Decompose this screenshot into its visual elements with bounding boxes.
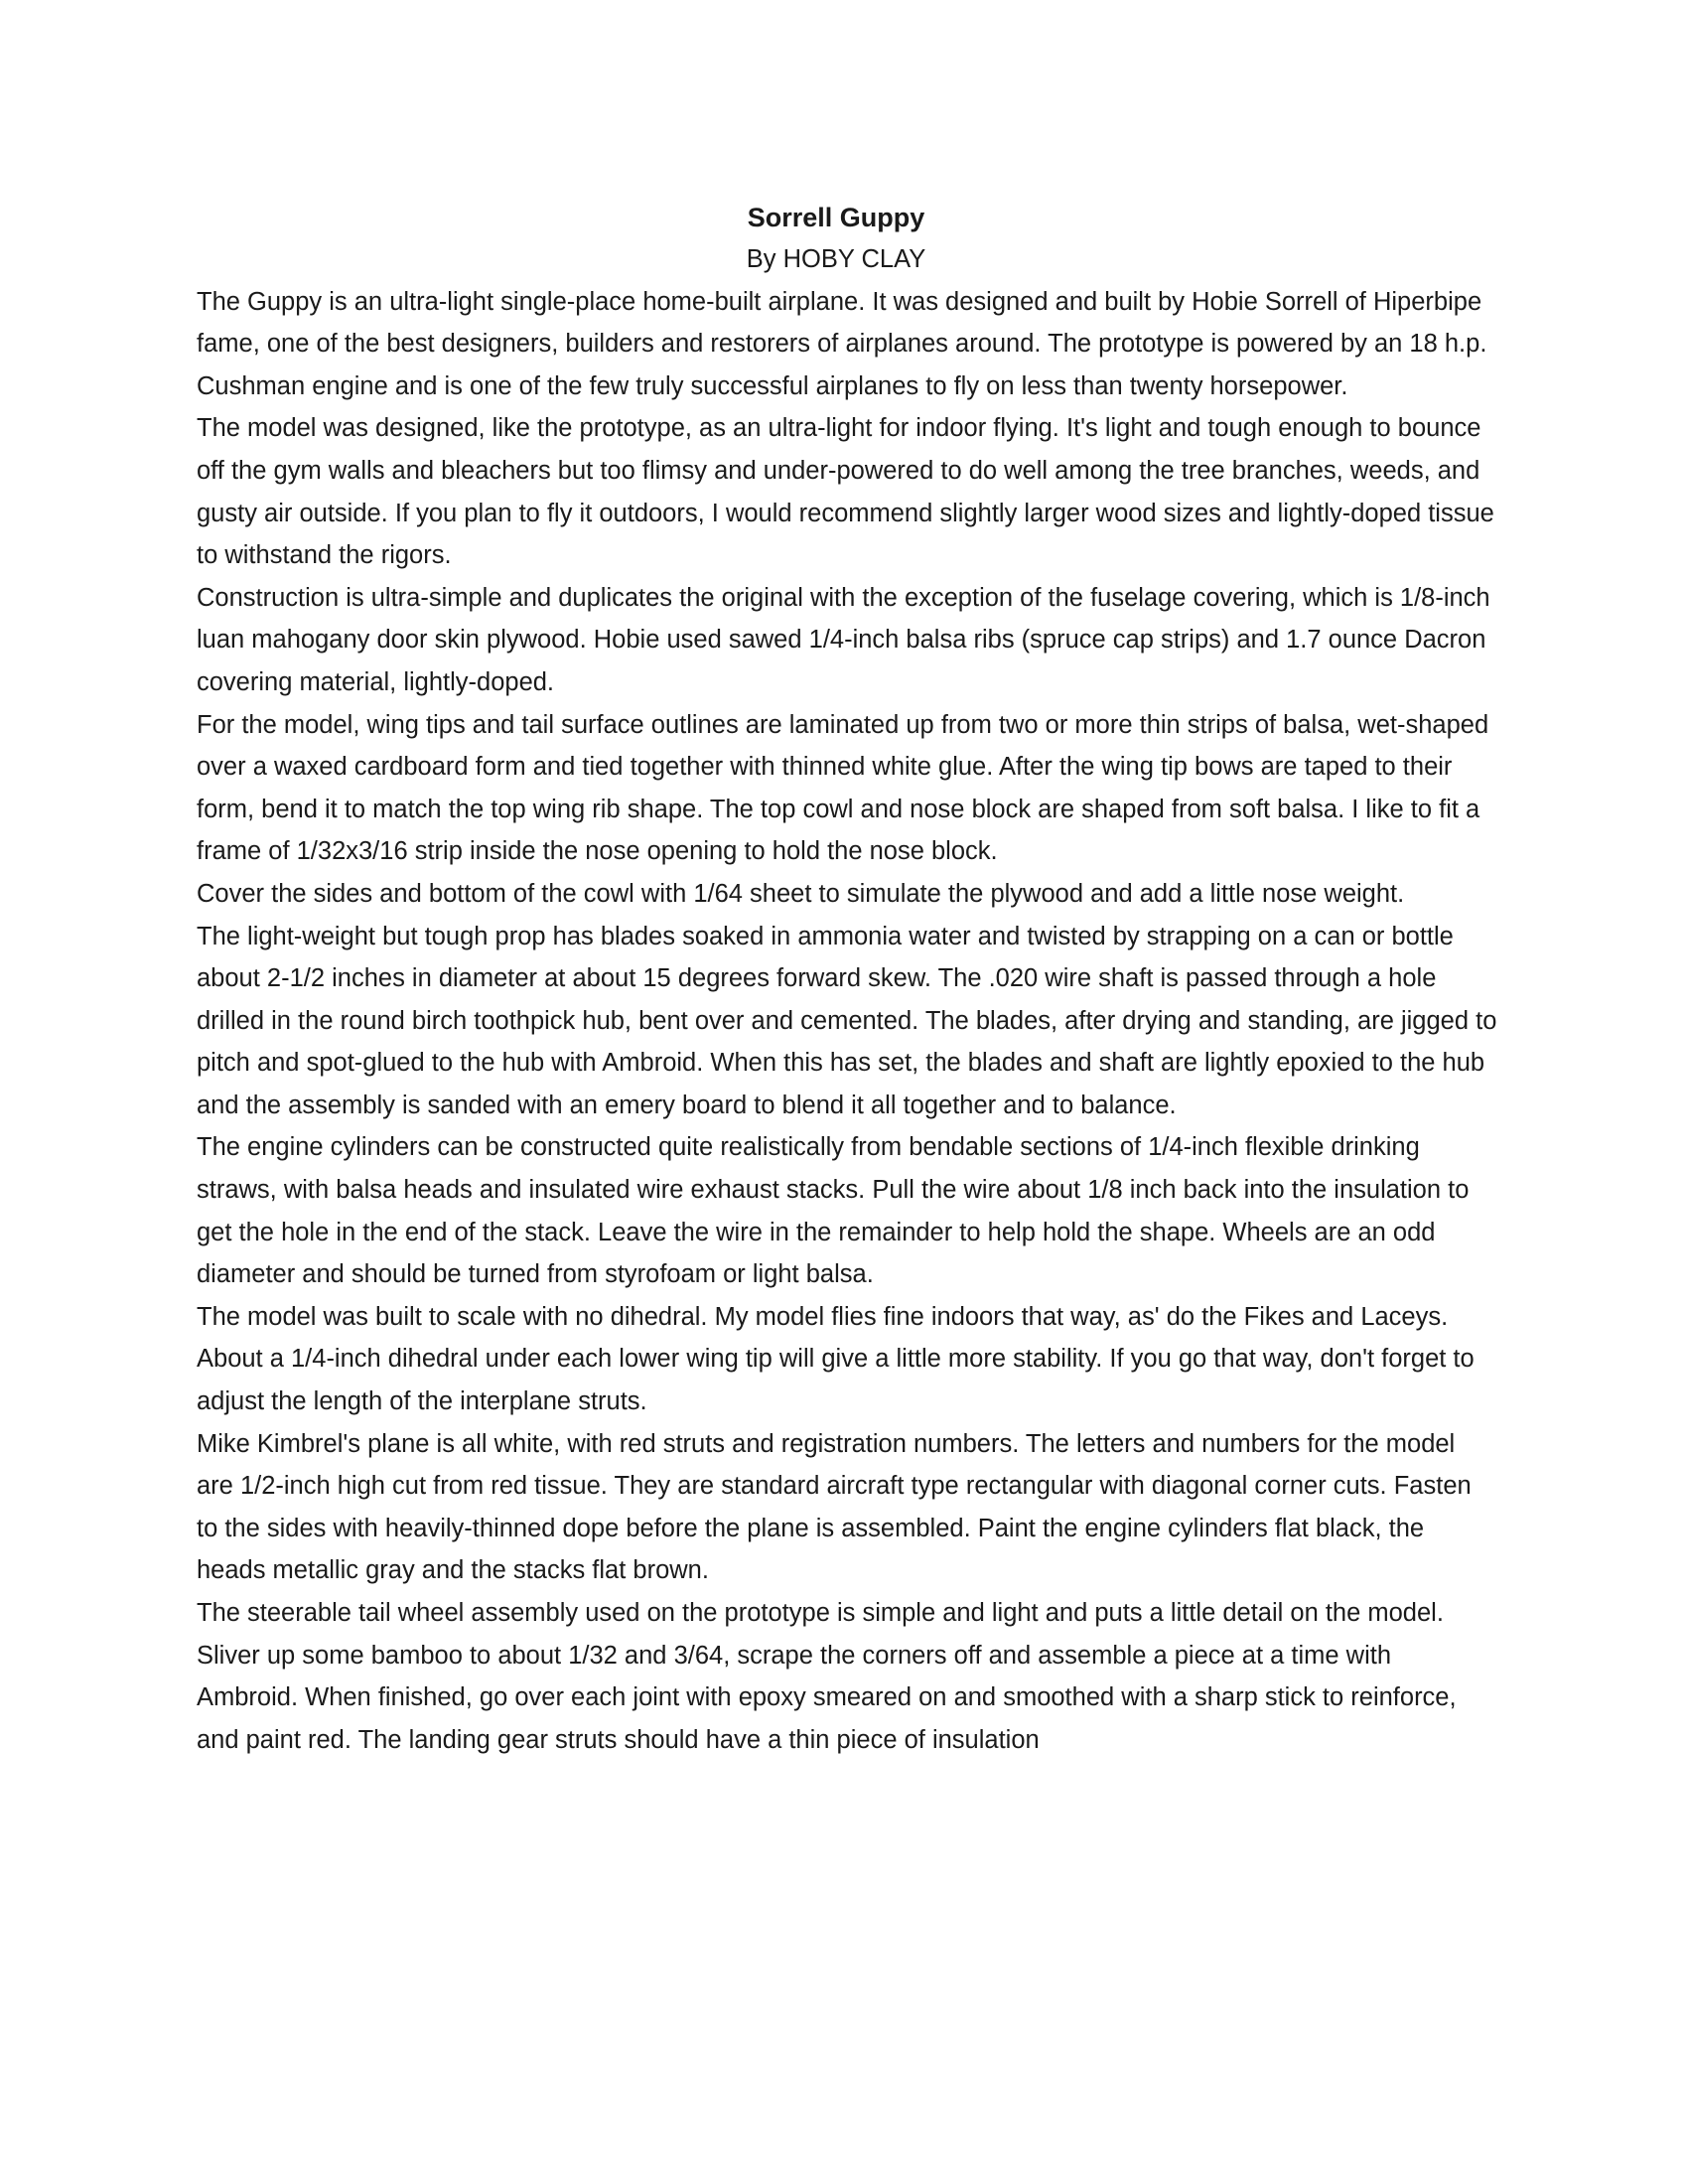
paragraph-dihedral: The model was built to scale with no dihedral. My model flies fine indoors that way, as' do the Fikes and Laceys. About a 1/4-inch dihedral under each lower wing tip will give a little more stability. If you go that way, don't forget to adjust the length of the interplane struts. xyxy=(197,1302,1475,1416)
paragraph-wing-tips: For the model, wing tips and tail surface outlines are laminated up from two or more thin strips of balsa, wet-shaped over a waxed cardboard form and tied together with thinned white glue. After the wing tip bows are taped to their form, bend it to match the top wing rib shape. The top cowl and nose block are shaped from soft balsa. I like to fit a frame of 1/32x3/16 strip inside the nose opening to hold the nose block. xyxy=(197,710,1489,866)
paragraph-cowl: Cover the sides and bottom of the cowl with 1/64 sheet to simulate the plywood and add a little nose weight. xyxy=(197,879,1405,908)
paragraph-intro: The Guppy is an ultra-light single-place home-built airplane. It was designed and built by Hobie Sorrell of Hiperbipe fame, one of the best designers, builders and restorers of airplanes around. The prototype is powered by an 18 h.p. Cushman engine and is one of the few truly successful airplanes to fly on less than twenty horsepower. xyxy=(197,287,1487,400)
paragraph-tail-wheel: The steerable tail wheel assembly used on the prototype is simple and light and puts a little detail on the model. Sliver up some bamboo to about 1/32 and 3/64, scrape the corners off and assemble a piece at a time with Ambroid. When finished, go over each joint with epoxy smeared on and smoothed with a sharp stick to reinforce, and paint red. The landing gear struts should have a thin piece of insulation xyxy=(197,1599,1457,1754)
document-byline: By HOBY CLAY xyxy=(746,245,926,273)
paragraph-construction: Construction is ultra-simple and duplicates the original with the exception of the fuselage covering, which is 1/8-inch luan mahogany door skin plywood. Hobie used sawed 1/4-inch balsa ribs (spruce cap strips) and 1.7 ounce Dacron covering material, lightly-doped. xyxy=(197,583,1490,696)
document-page xyxy=(197,197,1497,1761)
paragraph-prop: The light-weight but tough prop has blades soaked in ammonia water and twisted by strapping on a can or bottle about 2-1/2 inches in diameter at about 15 degrees forward skew. The .020 wire shaft is passed through a hole drilled in the round birch toothpick hub, bent over and cemented. The blades, after drying and standing, are jigged to pitch and spot-glued to the hub with Ambroid. When this has set, the blades and shaft are lightly epoxied to the hub and the assembly is sanded with an emery board to blend it all together and to balance. xyxy=(197,922,1497,1119)
paragraph-engine-cylinders: The engine cylinders can be constructed quite realistically from bendable sections of 1/4-inch flexible drinking straws, with balsa heads and insulated wire exhaust stacks. Pull the wire about 1/8 inch back into the insulation to get the hole in the end of the stack. Leave the wire in the remainder to help hold the shape. Wheels are an odd diameter and should be turned from styrofoam or light balsa. xyxy=(197,1133,1470,1289)
paragraph-color-scheme: Mike Kimbrel's plane is all white, with red struts and registration numbers. The letters and numbers for the model are 1/2-inch high cut from red tissue. They are standard aircraft type rectangular with diagonal corner cuts. Fasten to the sides with heavily-thinned dope before the plane is assembled. Paint the engine cylinders flat black, the heads metallic gray and the stacks flat brown. xyxy=(197,1429,1472,1585)
document-title: Sorrell Guppy xyxy=(747,203,925,232)
paragraph-indoor-flying: The model was designed, like the prototype, as an ultra-light for indoor flying. It's light and tough enough to bounce off the gym walls and bleachers but too flimsy and under-powered to do well among the tree branches, weeds, and gusty air outside. If you plan to fly it outdoors, I would recommend slightly larger wood sizes and lightly-doped tissue to withstand the rigors. xyxy=(197,414,1494,570)
